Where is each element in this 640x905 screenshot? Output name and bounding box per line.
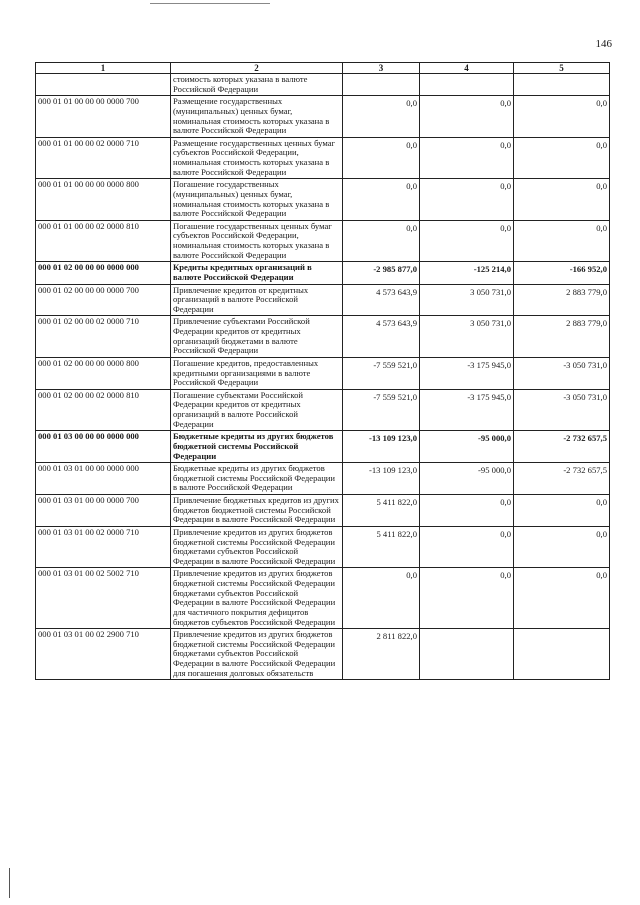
row-code-cell: [36, 74, 171, 96]
table-row: [36, 629, 610, 680]
row-name-cell: Привлечение кредитов из других бюджетов бюджетной системы Российской Федерации бюджетами субъектов Российской Федерации в валюте Российской Федерации: [171, 526, 343, 568]
row-value-col3: -13 109 123,0: [343, 431, 420, 463]
row-value-col5: 0,0: [514, 495, 610, 527]
row-code-cell: 000 01 02 00 00 02 0000 810: [36, 389, 171, 431]
row-code-cell: 000 01 01 00 00 02 0000 810: [36, 220, 171, 262]
row-value-col5: [514, 629, 610, 680]
row-value-col3: 4 573 643,9: [343, 316, 420, 358]
table-row: [36, 220, 610, 262]
row-value-col3: -13 109 123,0: [343, 463, 420, 495]
row-name-cell: Размещение государственных ценных бумаг субъектов Российской Федерации, номинальная стоимость которых указана в валюте Российской Федерации: [171, 137, 343, 179]
row-code-cell: 000 01 03 01 00 02 0000 710: [36, 526, 171, 568]
table-row: [36, 74, 610, 96]
row-value-col5: 0,0: [514, 220, 610, 262]
row-code-cell: 000 01 02 00 00 00 0000 700: [36, 284, 171, 316]
row-value-col4: 0,0: [420, 137, 514, 179]
scan-artifact-mark: [9, 868, 10, 898]
row-code-cell: 000 01 03 01 00 02 2900 710: [36, 629, 171, 680]
row-name-cell: Бюджетные кредиты из других бюджетов бюджетной системы Российской Федерации: [171, 431, 343, 463]
column-header-5: 5: [514, 63, 610, 74]
row-value-col4: -125 214,0: [420, 262, 514, 284]
row-name-cell: Погашение кредитов, предоставленных кредитными организациями в валюте Российской Федерации: [171, 357, 343, 389]
scan-artifact-line: [150, 3, 270, 4]
row-value-col3: 4 573 643,9: [343, 284, 420, 316]
row-value-col5: 0,0: [514, 179, 610, 221]
row-code-cell: 000 01 02 00 00 02 0000 710: [36, 316, 171, 358]
row-value-col5: -3 050 731,0: [514, 389, 610, 431]
row-value-col5: -3 050 731,0: [514, 357, 610, 389]
row-name-cell: Привлечение субъектами Российской Федерации кредитов от кредитных организаций бюджетами в валюте Российской Федерации: [171, 316, 343, 358]
row-code-cell: 000 01 03 00 00 00 0000 000: [36, 431, 171, 463]
row-value-col4: 3 050 731,0: [420, 316, 514, 358]
column-header-2: 2: [171, 63, 343, 74]
row-name-cell: Бюджетные кредиты из других бюджетов бюджетной системы Российской Федерации в валюте Российской Федерации: [171, 463, 343, 495]
row-value-col5: -166 952,0: [514, 262, 610, 284]
row-value-col4: 0,0: [420, 568, 514, 629]
row-value-col3: -7 559 521,0: [343, 357, 420, 389]
row-value-col5: 0,0: [514, 526, 610, 568]
column-header-4: 4: [420, 63, 514, 74]
row-value-col3: 5 411 822,0: [343, 526, 420, 568]
row-value-col4: 0,0: [420, 495, 514, 527]
row-value-col3: 0,0: [343, 179, 420, 221]
row-value-col4: 0,0: [420, 220, 514, 262]
row-value-col4: -3 175 945,0: [420, 389, 514, 431]
row-name-cell: Размещение государственных (муниципальных) ценных бумаг, номинальная стоимость которых указана в валюте Российской Федерации: [171, 96, 343, 138]
row-value-col3: 0,0: [343, 568, 420, 629]
table-header-row: [36, 63, 610, 74]
row-value-col3: 0,0: [343, 220, 420, 262]
row-value-col5: -2 732 657,5: [514, 463, 610, 495]
row-name-cell: Кредиты кредитных организаций в валюте Российской Федерации: [171, 262, 343, 284]
row-name-cell: Погашение субъектами Российской Федерации кредитов от кредитных организаций в валюте Российской Федерации: [171, 389, 343, 431]
table-body: [36, 74, 610, 680]
table-row: [36, 316, 610, 358]
table-row: [36, 137, 610, 179]
row-name-cell: Привлечение кредитов из других бюджетов бюджетной системы Российской Федерации бюджетами субъектов Российской Федерации в валюте Российской Федерации для частичного покрытия дефицитов бюджетов субъектов Российской Федерации: [171, 568, 343, 629]
row-value-col5: -2 732 657,5: [514, 431, 610, 463]
row-code-cell: 000 01 02 00 00 00 0000 000: [36, 262, 171, 284]
row-code-cell: 000 01 03 01 00 02 5002 710: [36, 568, 171, 629]
row-value-col5: 2 883 779,0: [514, 316, 610, 358]
row-value-col4: 0,0: [420, 96, 514, 138]
row-value-col4: 3 050 731,0: [420, 284, 514, 316]
row-value-col4: 0,0: [420, 526, 514, 568]
row-value-col4: [420, 74, 514, 96]
row-name-cell: Погашение государственных ценных бумаг субъектов Российской Федерации, номинальная стоимость которых указана в валюте Российской Федерации: [171, 220, 343, 262]
row-name-cell: Привлечение кредитов от кредитных организаций в валюте Российской Федерации: [171, 284, 343, 316]
row-value-col5: 0,0: [514, 96, 610, 138]
column-header-3: 3: [343, 63, 420, 74]
table-row: [36, 431, 610, 463]
row-value-col3: 5 411 822,0: [343, 495, 420, 527]
row-value-col4: -3 175 945,0: [420, 357, 514, 389]
table-row: [36, 389, 610, 431]
table-row: [36, 357, 610, 389]
row-value-col3: -7 559 521,0: [343, 389, 420, 431]
column-header-1: 1: [36, 63, 171, 74]
table-row: [36, 526, 610, 568]
row-value-col3: -2 985 877,0: [343, 262, 420, 284]
row-value-col5: 0,0: [514, 137, 610, 179]
row-code-cell: 000 01 02 00 00 00 0000 800: [36, 357, 171, 389]
row-value-col5: 2 883 779,0: [514, 284, 610, 316]
table-row: [36, 262, 610, 284]
budget-sources-table: [35, 62, 610, 680]
row-code-cell: 000 01 01 00 00 00 0000 700: [36, 96, 171, 138]
row-value-col4: 0,0: [420, 179, 514, 221]
page-number: 146: [595, 38, 612, 50]
row-code-cell: 000 01 01 00 00 00 0000 800: [36, 179, 171, 221]
row-code-cell: 000 01 03 01 00 00 0000 000: [36, 463, 171, 495]
row-code-cell: 000 01 01 00 00 02 0000 710: [36, 137, 171, 179]
table-row: [36, 284, 610, 316]
row-code-cell: 000 01 03 01 00 00 0000 700: [36, 495, 171, 527]
row-value-col5: 0,0: [514, 568, 610, 629]
table-row: [36, 495, 610, 527]
row-value-col3: 0,0: [343, 137, 420, 179]
row-value-col3: [343, 74, 420, 96]
row-name-cell: Привлечение кредитов из других бюджетов бюджетной системы Российской Федерации бюджетами субъектов Российской Федерации в валюте Российской Федерации для погашения долговых обязательств: [171, 629, 343, 680]
row-value-col3: 0,0: [343, 96, 420, 138]
table-row: [36, 463, 610, 495]
table-row: [36, 568, 610, 629]
row-value-col4: -95 000,0: [420, 431, 514, 463]
row-value-col5: [514, 74, 610, 96]
row-value-col3: 2 811 822,0: [343, 629, 420, 680]
row-name-cell: стоимость которых указана в валюте Российской Федерации: [171, 74, 343, 96]
row-value-col4: [420, 629, 514, 680]
table-row: [36, 96, 610, 138]
row-value-col4: -95 000,0: [420, 463, 514, 495]
row-name-cell: Погашение государственных (муниципальных) ценных бумаг, номинальная стоимость которых указана в валюте Российской Федерации: [171, 179, 343, 221]
table-row: [36, 179, 610, 221]
row-name-cell: Привлечение бюджетных кредитов из других бюджетов бюджетной системы Российской Федерации в валюте Российской Федерации: [171, 495, 343, 527]
